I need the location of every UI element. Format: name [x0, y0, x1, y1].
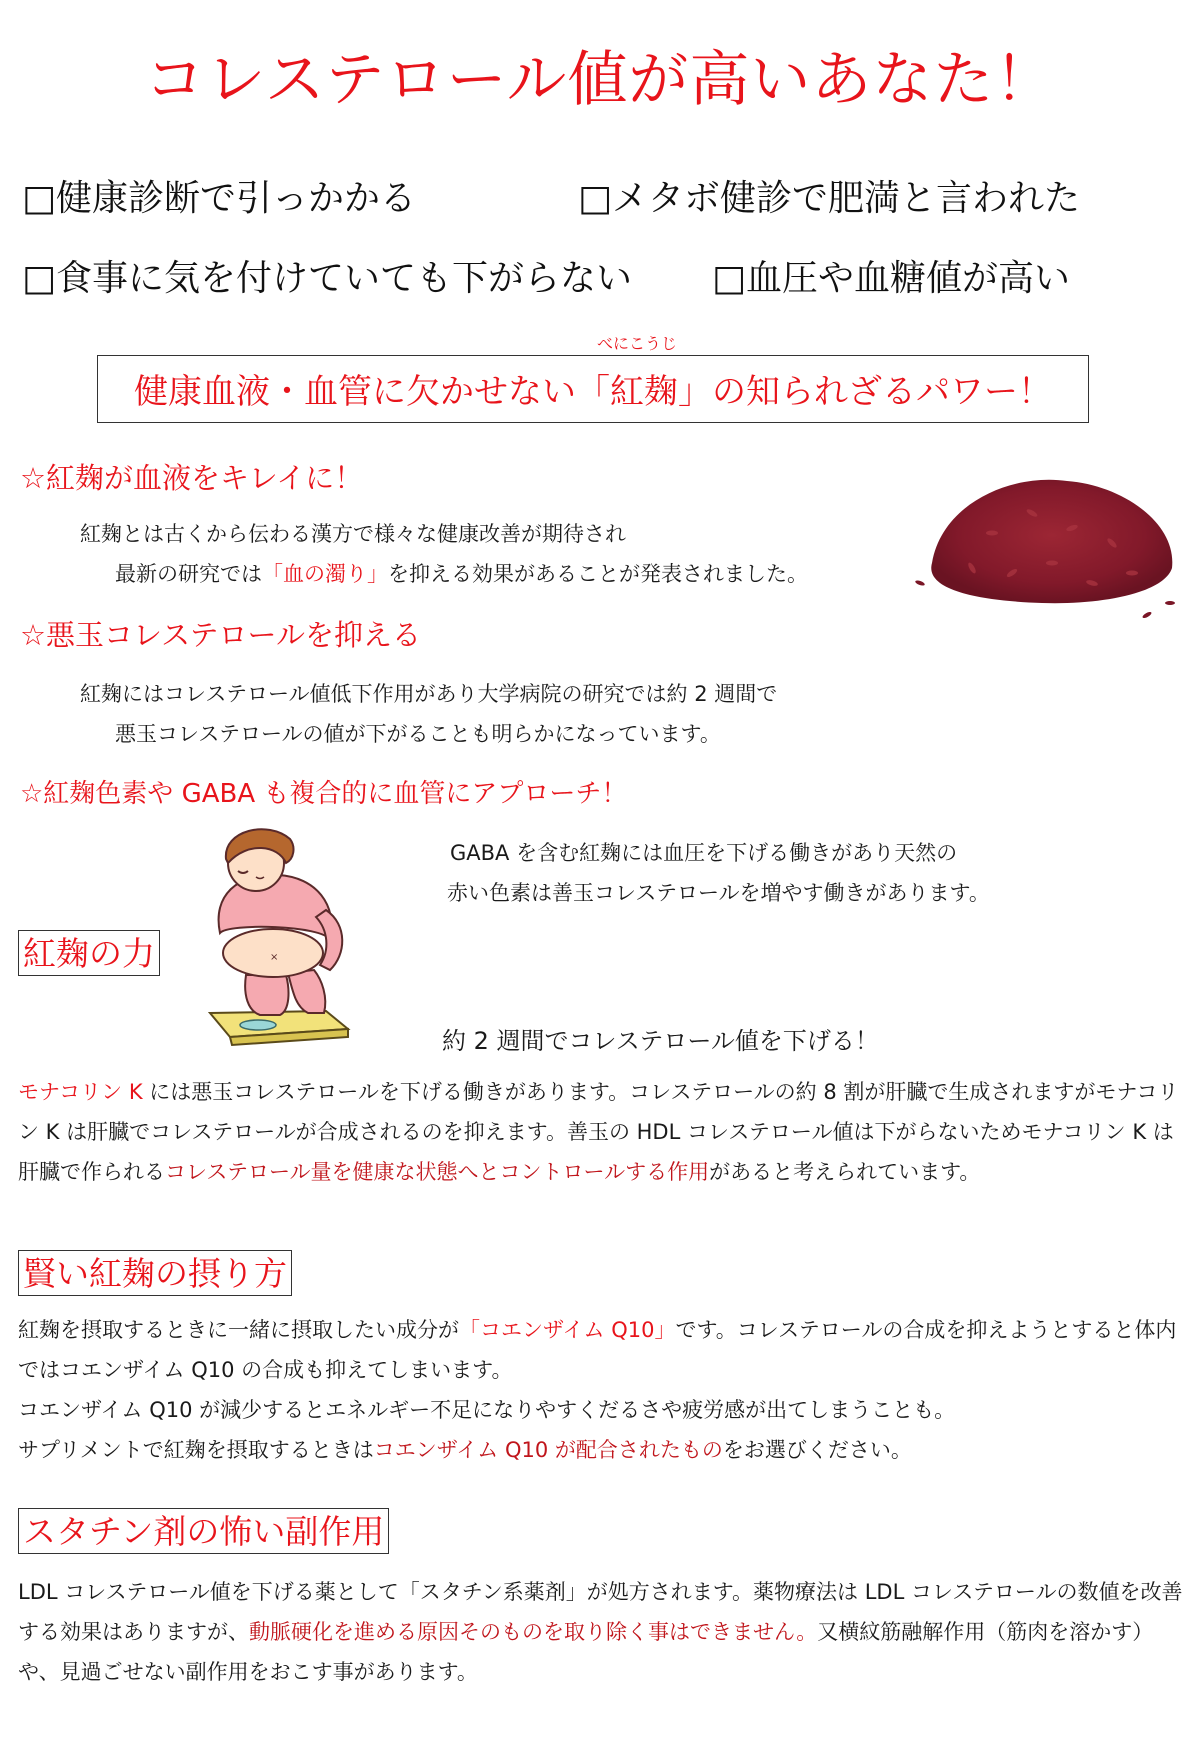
tagline-two-weeks: 約 2 週間でコレステロール値を下げる！: [442, 1027, 879, 1055]
paragraph-monacolin: モナコリン K には悪玉コレステロールを下げる働きがあります。コレステロールの約 8 割が肝臓で生成されますがモナコリン K は肝臓でコレステロールが合成されるのを抑えます。善玉の HDL コレステロール値は下がらないためモナコリン K は肝臓で作られるコレステロール量を健康な状態へとコントロールする作用があると考えられています。: [18, 1080, 1179, 1184]
section-heading-gaba: ☆紅麹色素や GABA も複合的に血管にアプローチ！: [20, 779, 628, 809]
page-title: コレステロール値が高いあなた！: [144, 45, 1056, 115]
section-heading-blood: ☆紅麹が血液をキレイに！: [20, 461, 364, 495]
highlight-blood-turbidity: 「血の濁り」: [262, 562, 388, 586]
banner: 健康血液・血管に欠かせない「紅麹」の知られざるパワー！: [97, 355, 1089, 423]
checklist-item-diet: □食事に気を付けていても下がらない: [22, 258, 633, 299]
paragraph-coq10-line3: コエンザイム Q10 が減少するとエネルギー不足になりやすくだるさや疲労感が出てしまうことも。: [18, 1398, 956, 1422]
overweight-woman-illustration: [198, 815, 355, 1050]
banner-ruby: べにこうじ: [597, 334, 678, 353]
section-text-bad-cholesterol-line1: 紅麹にはコレステロール値低下作用があり大学病院の研究では約 2 週間で: [80, 682, 778, 706]
section-heading-bad-cholesterol: ☆悪玉コレステロールを抑える: [20, 618, 421, 652]
section-text-blood-line2: 最新の研究では「血の濁り」を抑える効果があることが発表されました。: [115, 562, 808, 586]
red-yeast-rice-photo: [902, 433, 1192, 645]
checklist-item-metabo: □メタボ健診で肥満と言われた: [578, 178, 1081, 219]
section-text-blood-line1: 紅麹とは古くから伝わる漢方で様々な健康改善が期待され: [80, 522, 626, 546]
highlight-arteriosclerosis: 動脈硬化を進める原因そのものを取り除く事はできません。: [249, 1620, 818, 1644]
section-heading-statin: スタチン剤の怖い副作用: [18, 1508, 389, 1554]
checklist-item-blood-pressure: □血圧や血糖値が高い: [712, 258, 1071, 299]
paragraph-statin: LDL コレステロール値を下げる薬として「スタチン系薬剤」が処方されます。薬物療法は LDL コレステロールの数値を改善する効果はありますが、動脈硬化を進める原因そのものを取り除く事はできません。又横紋筋融解作用（筋肉を溶かす）や、見過ごせない副作用をおこす事があります。: [18, 1580, 1183, 1684]
section-text-bad-cholesterol-line2: 悪玉コレステロールの値が下がることも明らかになっています。: [115, 722, 721, 746]
highlight-coq10: 「コエンザイム Q10」: [459, 1318, 676, 1342]
section-text-gaba-line2: 赤い色素は善玉コレステロールを増やす働きがあります。: [447, 881, 990, 905]
section-heading-intake: 賢い紅麹の摂り方: [18, 1250, 292, 1296]
checklist-item-health-check: □健康診断で引っかかる: [22, 178, 417, 219]
section-text-gaba-line1: GABA を含む紅麹には血圧を下げる働きがあり天然の: [450, 841, 958, 865]
highlight-coq10-supplement: コエンザイム Q10 が配合されたもの: [373, 1438, 723, 1462]
highlight-cholesterol-control: コレステロール量を健康な状態へとコントロールする作用: [165, 1160, 710, 1184]
svg-text:×: ×: [270, 952, 279, 963]
paragraph-coq10: 紅麹を摂取するときに一緒に摂取したい成分が「コエンザイム Q10」です。コレステロールの合成を抑えようとすると体内ではコエンザイム Q10 の合成も抑えてしまいます。 コエンザイム Q10 が減少するとエネルギー不足になりやすくだるさや疲労感が出てしまうことも。 サプリメントで紅麹を摂取するときはコエンザイム Q10 が配合されたものをお選びください。: [18, 1318, 1177, 1462]
woman-on-scale-icon: [198, 815, 355, 1050]
red-yeast-rice-icon: [902, 433, 1192, 645]
highlight-monacolin-k: モナコリン K: [18, 1080, 143, 1104]
section-heading-power: 紅麹の力: [18, 930, 160, 976]
